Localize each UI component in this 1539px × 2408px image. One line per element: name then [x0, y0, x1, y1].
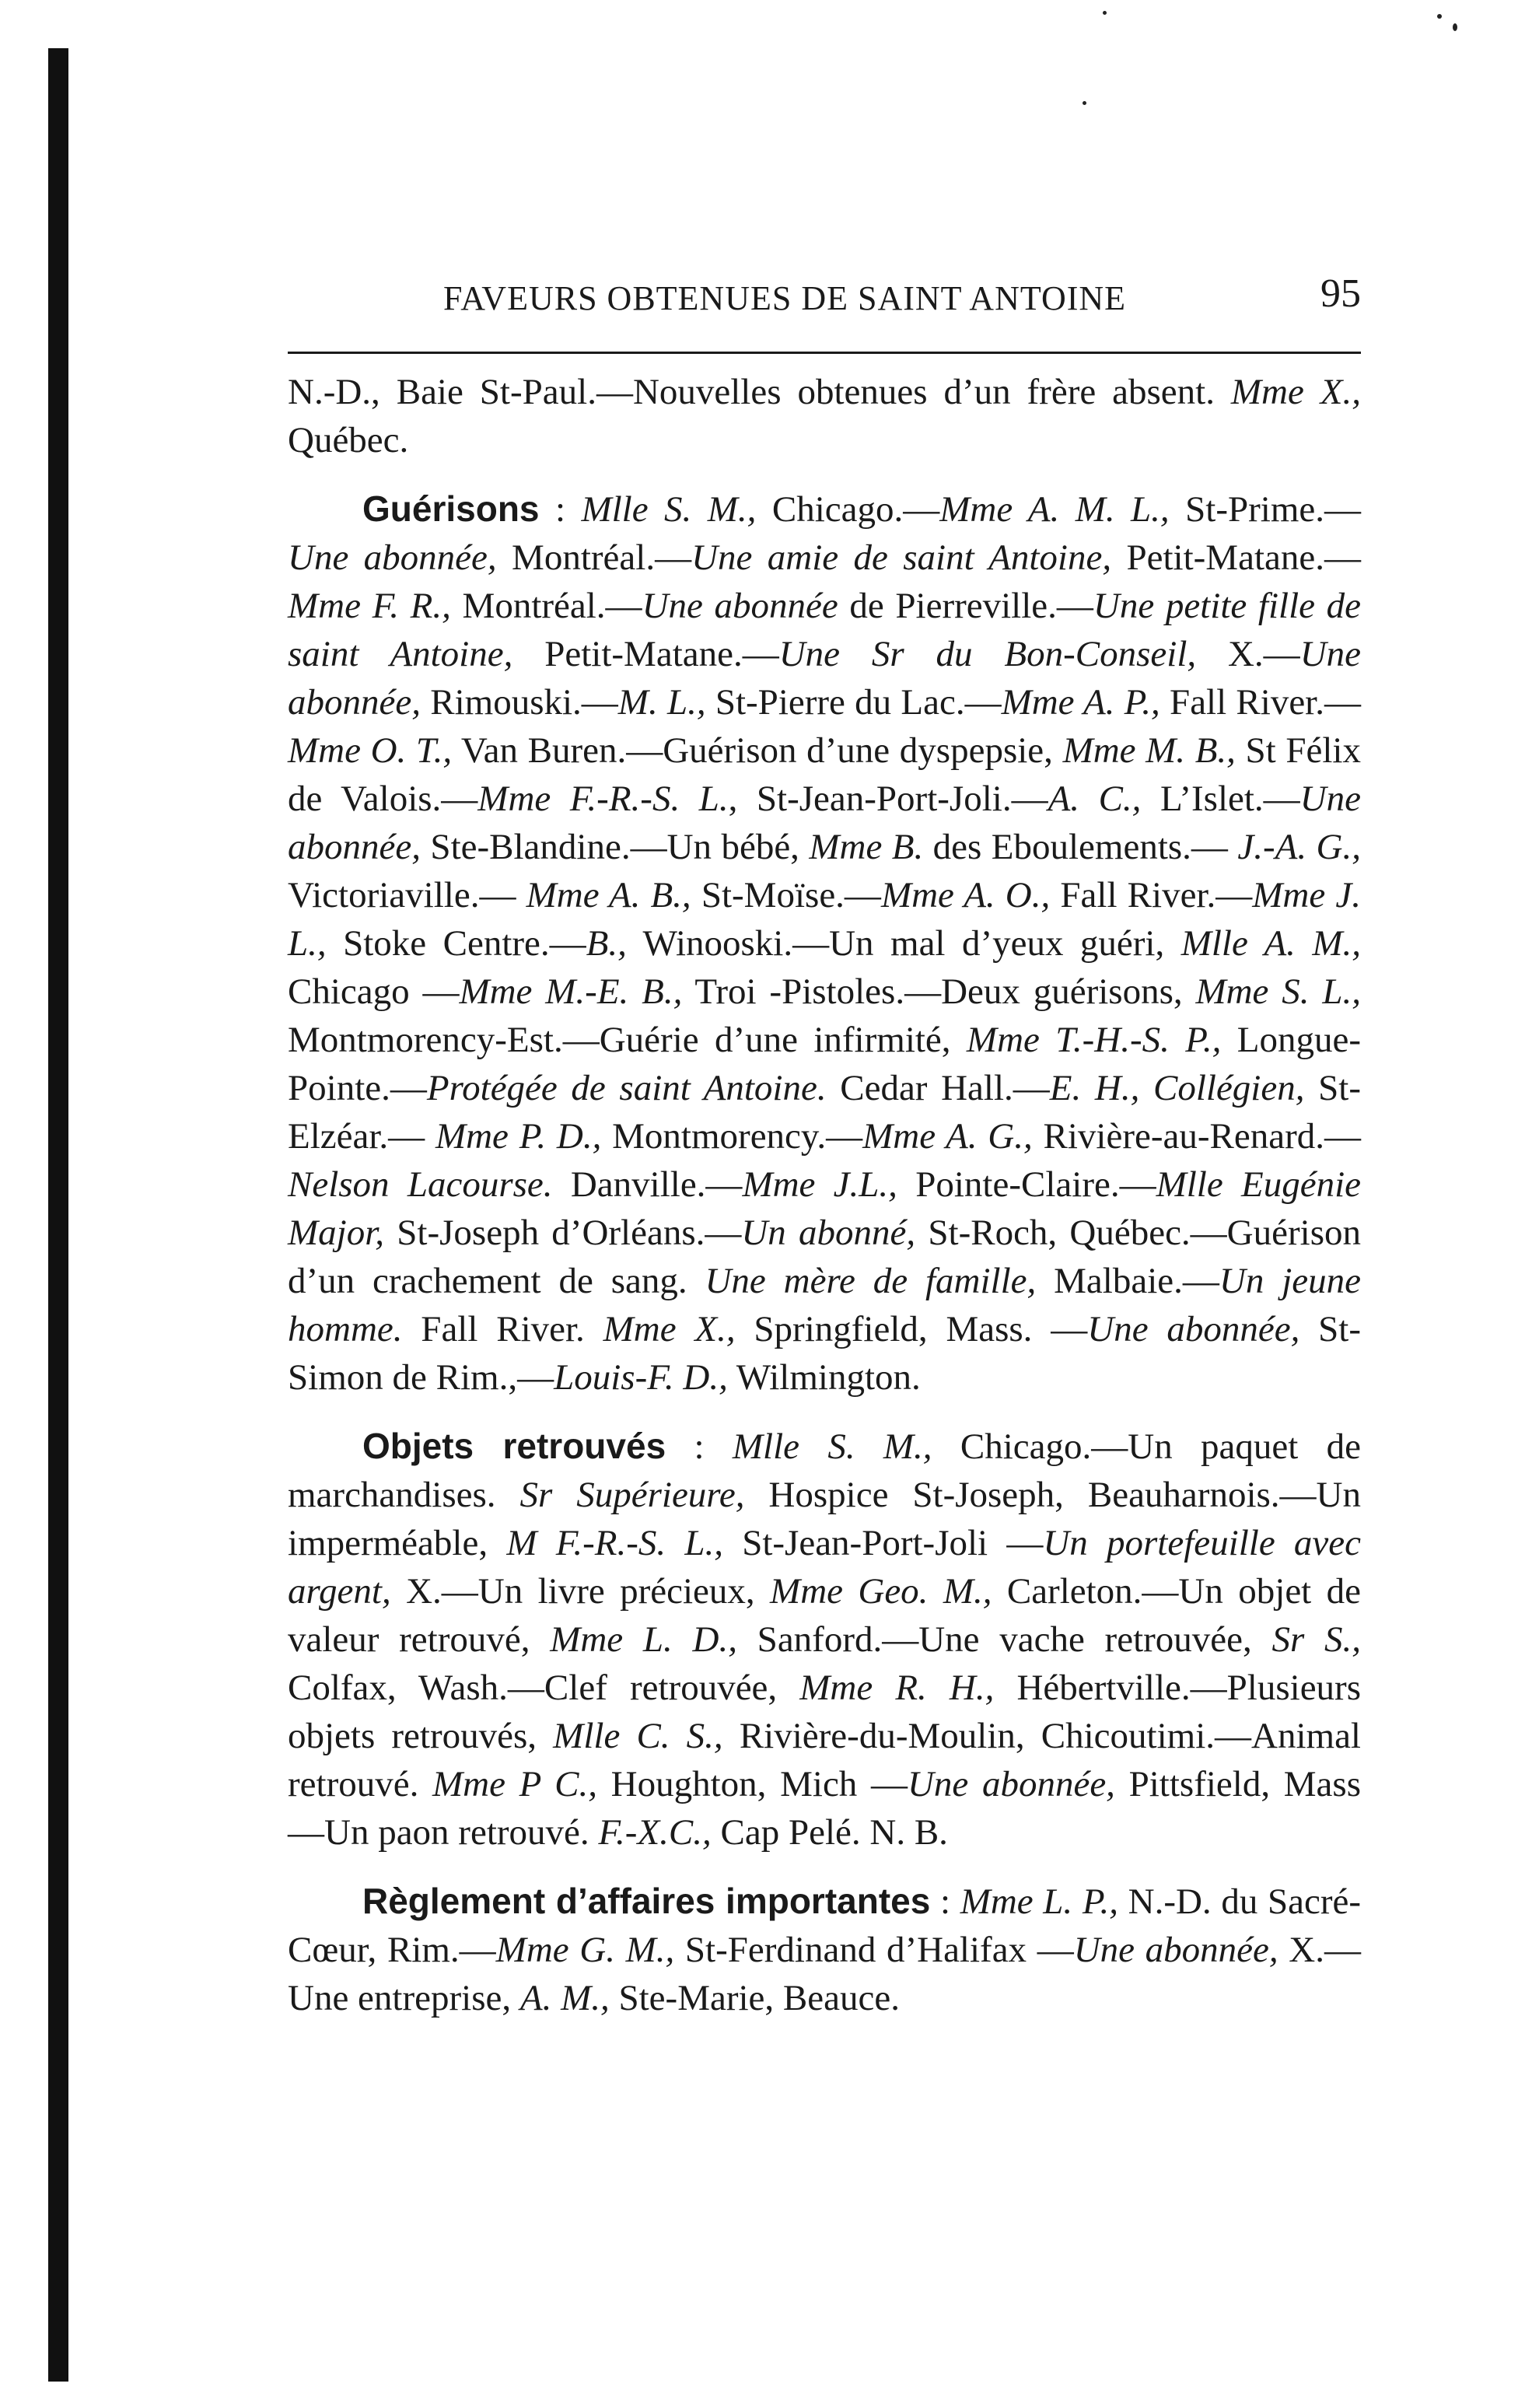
donor-name: Une abonnée,	[907, 1764, 1115, 1804]
entry-text: Fall River.—	[1050, 875, 1253, 915]
entry-text: Cedar Hall.—	[826, 1068, 1050, 1108]
section-paragraph	[288, 1877, 1361, 2022]
entry-text: N.-D. du Sacré-Cœur, Rim.—	[288, 1881, 1361, 1970]
entry-text: Hébertville.—Plusieurs objets retrouvés,	[288, 1668, 1361, 1756]
section-paragraph	[288, 485, 1361, 1402]
running-head	[288, 264, 1361, 334]
entry-text: Fall River.—	[1159, 682, 1361, 723]
donor-name: Mme M.-E. B.,	[459, 971, 683, 1012]
donor-name: Une abonnée,	[288, 634, 1361, 723]
donor-name: Une abonnée,	[1073, 1930, 1278, 1970]
donor-name: Un jeune homme.	[288, 1261, 1361, 1349]
entry-text: Rimouski.—	[420, 682, 618, 723]
donor-name: Mme L. P.,	[960, 1881, 1118, 1922]
entry-text: Sanford.—Une vache retrouvée,	[736, 1619, 1272, 1660]
section-heading: Objets retrouvés	[362, 1426, 666, 1466]
donor-name: Mme P C.,	[432, 1764, 598, 1804]
entry-text: Hospice St-Joseph, Beauharnois.—Un imperméable,	[288, 1475, 1361, 1563]
donor-name: Mlle Eugénie Major,	[288, 1164, 1362, 1253]
section-paragraph	[288, 1422, 1361, 1857]
entry-text: X.—	[1196, 634, 1300, 674]
entry-text: de Pierreville.—	[838, 586, 1093, 626]
donor-name: Mme M. B.,	[1062, 730, 1236, 771]
donor-name: Mme P. D.,	[435, 1116, 602, 1157]
entry-text: Chicago.—	[756, 489, 940, 530]
donor-name: Mme J. L.,	[288, 875, 1361, 964]
entry-text: St-Jean-Port-Joli —	[722, 1523, 1044, 1563]
donor-name: Mme X.,	[1230, 372, 1362, 412]
entry-text: Ste-Blandine.—Un bébé,	[420, 827, 810, 867]
donor-name: Sr Supérieure,	[519, 1475, 745, 1515]
entry-text: Winooski.—Un mal d’yeux guéri,	[626, 923, 1181, 964]
donor-name: Protégée de saint Antoine.	[426, 1068, 827, 1108]
heading-separator: :	[666, 1426, 733, 1467]
entry-text: Victoriaville.—	[288, 875, 526, 915]
entry-text: Wilmington.	[727, 1357, 921, 1398]
donor-name: Mlle S. M.,	[581, 489, 757, 530]
donor-name: Mlle S. M.,	[732, 1426, 932, 1467]
donor-name: Nelson Lacourse.	[288, 1164, 553, 1205]
entry-text: Cap Pelé. N. B.	[711, 1812, 948, 1853]
donor-name: Une amie de saint Antoine,	[691, 537, 1112, 578]
entry-text: Rivière-du-Moulin, Chicoutimi.—Animal retrouvé.	[288, 1716, 1361, 1804]
donor-name: Mme A. M. L.,	[939, 489, 1170, 530]
entry-text: St-Joseph d’Orléans.—	[384, 1213, 742, 1253]
donor-name: Louis-F. D.,	[554, 1357, 728, 1398]
entry-text: St-Ferdinand d’Halifax —	[674, 1930, 1074, 1970]
donor-name: F.-X.C.,	[598, 1812, 712, 1853]
donor-name: Mme R. H.,	[799, 1668, 995, 1708]
donor-name: Une abonnée	[642, 586, 838, 626]
donor-name: Un abonné,	[741, 1213, 916, 1253]
entry-text: St-Simon de Rim.,—	[288, 1309, 1361, 1398]
donor-name: E. H., Collégien,	[1049, 1068, 1305, 1108]
entry-text: St-Moïse.—	[691, 875, 881, 915]
binding-edge	[48, 48, 68, 2382]
donor-name: M. L.,	[617, 682, 706, 723]
entry-text: Carleton.—Un objet de valeur retrouvé,	[288, 1571, 1361, 1660]
ink-speck	[1103, 11, 1107, 15]
donor-name: Une abonnée,	[1087, 1309, 1300, 1349]
donor-name: Mme F.-R.-S. L.	[477, 779, 729, 819]
donor-name: Mme A. P.,	[1001, 682, 1160, 723]
ink-speck	[1437, 14, 1442, 19]
page-number: 95	[1320, 271, 1361, 316]
entry-text: Pittsfield, Mass —Un paon retrouvé.	[288, 1764, 1361, 1853]
donor-name: J.-A. G.,	[1237, 827, 1361, 867]
heading-separator: :	[930, 1881, 960, 1922]
entry-text: St-Roch, Québec.—Guérison d’un crachement de sang.	[288, 1213, 1361, 1301]
body-text	[288, 368, 1361, 2022]
entry-text: St-Elzéar.—	[288, 1068, 1361, 1157]
donor-name: Mme A. B.,	[526, 875, 691, 915]
donor-name: Mme B.	[809, 827, 924, 867]
entry-text: N.-D., Baie St-Paul.—Nouvelles obtenues d’un frère absent.	[288, 372, 1231, 412]
donor-name: Mme A. G.,	[862, 1116, 1033, 1157]
entry-text: , St-Jean-Port-Joli.—	[728, 779, 1048, 819]
entry-text: Ste-Marie, Beauce.	[609, 1978, 900, 2018]
entry-text: des Eboulements.—	[923, 827, 1238, 867]
donor-name: Mme L. D.,	[550, 1619, 737, 1660]
entry-text: Québec.	[288, 420, 409, 460]
entry-text: Houghton, Mich —	[597, 1764, 908, 1804]
entry-text: Colfax, Wash.—Clef retrouvée,	[288, 1668, 800, 1708]
entry-text: Chicago —	[288, 971, 460, 1012]
section-heading: Guérisons	[362, 488, 540, 529]
ink-speck	[1083, 101, 1086, 105]
entry-text: X.—Une entreprise,	[288, 1930, 1361, 2018]
donor-name: Une abonnée,	[288, 537, 497, 578]
donor-name: Mme O. T.,	[288, 730, 453, 771]
donor-name: M F.-R.-S. L.,	[506, 1523, 723, 1563]
donor-name: Mme A. O.,	[880, 875, 1051, 915]
entry-text: Van Buren.—Guérison d’une dyspepsie,	[452, 730, 1063, 771]
entry-text: Chicago.—Un paquet de marchandises.	[288, 1426, 1362, 1515]
donor-name: Sr S.,	[1271, 1619, 1361, 1660]
entry-text: Fall River.	[402, 1309, 603, 1349]
entry-text: Longue-Pointe.—	[288, 1020, 1361, 1108]
entry-text: Montmorency.—	[601, 1116, 863, 1157]
entry-text: Montréal.—	[496, 537, 692, 578]
entry-text: Danville.—	[552, 1164, 743, 1205]
entry-text: Rivière-au-Renard.—	[1032, 1116, 1361, 1157]
entry-text: Petit-Matane.—	[512, 634, 779, 674]
donor-name: Un portefeuille avec argent,	[288, 1523, 1361, 1612]
donor-name: Une Sr du Bon-Conseil,	[778, 634, 1197, 674]
entry-text: St-Prime.—	[1169, 489, 1361, 530]
entry-text: Petit-Matane.—	[1111, 537, 1361, 578]
paragraph	[288, 368, 1361, 464]
entry-text: Montréal.—	[450, 586, 642, 626]
donor-name: Mme F. R.,	[288, 586, 451, 626]
entry-text: St-Pierre du Lac.—	[705, 682, 1002, 723]
entry-text: St Félix de Valois.—	[288, 730, 1361, 819]
entry-text: Malbaie.—	[1036, 1261, 1219, 1301]
donor-name: Mme T.-H.-S. P.,	[966, 1020, 1222, 1060]
donor-name: Une abonnée,	[288, 779, 1361, 867]
entry-text: Pointe-Claire.—	[897, 1164, 1156, 1205]
entry-text: Montmorency-Est.—Guérie d’une infirmité,	[288, 1020, 967, 1060]
entry-text: Stoke Centre.—	[326, 923, 586, 964]
entry-text: Troi -Pistoles.—Deux guérisons,	[682, 971, 1196, 1012]
donor-name: Mlle A. M.,	[1180, 923, 1362, 964]
header-rule	[288, 352, 1361, 354]
book-page	[288, 264, 1361, 2022]
donor-name: B.,	[586, 923, 627, 964]
running-title: FAVEURS OBTENUES DE SAINT ANTOINE	[443, 279, 1127, 317]
entry-text: X.—Un livre précieux,	[390, 1571, 771, 1612]
donor-name: A. C.,	[1048, 779, 1142, 819]
entry-text: L’Islet.—	[1141, 779, 1300, 819]
donor-name: Mme G. M.,	[495, 1930, 675, 1970]
donor-name: A. M.,	[519, 1978, 610, 2018]
donor-name: Mme J.L.,	[742, 1164, 897, 1205]
donor-name: Mme S. L.,	[1195, 971, 1361, 1012]
donor-name: Mlle C. S.,	[553, 1716, 723, 1756]
ink-speck	[1453, 23, 1457, 31]
section-heading: Règlement d’affaires importantes	[362, 1881, 931, 1921]
donor-name: Une petite fille de saint Antoine,	[288, 586, 1362, 674]
donor-name: Une mère de famille,	[705, 1261, 1037, 1301]
donor-name: Mme X.,	[603, 1309, 736, 1349]
entry-text: Springfield, Mass. —	[735, 1309, 1088, 1349]
heading-separator: :	[539, 489, 582, 530]
donor-name: Mme Geo. M.,	[770, 1571, 992, 1612]
